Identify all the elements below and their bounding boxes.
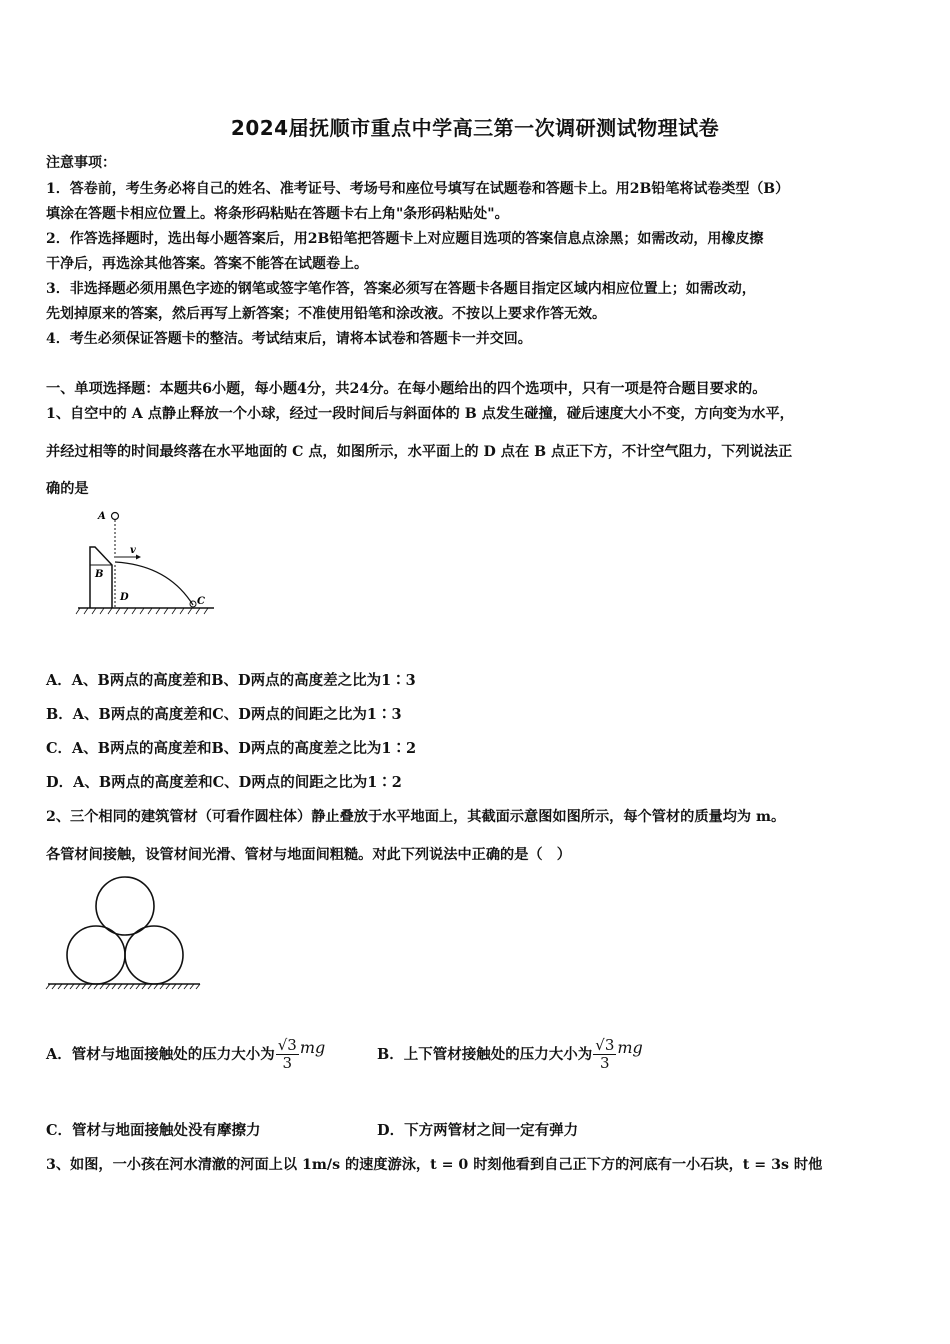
figure-label-b: B bbox=[95, 569, 104, 580]
question-2-option-c[interactable]: C．管材与地面接触处没有摩擦力 bbox=[46, 1122, 261, 1139]
notice-line: 干净后，再选涂其他答案。答案不能答在试题卷上。 bbox=[46, 256, 368, 272]
figure-label-a: A bbox=[98, 511, 106, 522]
fraction-sqrt3-over-3: $\frac{√3}{3}$ bbox=[595, 1036, 615, 1073]
question-1-option-c[interactable]: C．A、B两点的高度差和B、D两点的高度差之比为1∶2 bbox=[46, 740, 417, 757]
question-1-stem: 并经过相等的时间最终落在水平地面的 C 点，如图所示，水平面上的 D 点在 B 点正下方，不计空气阻力，下列说法正 bbox=[46, 444, 793, 460]
notice-line: 填涂在答题卡相应位置上。将条形码粘贴在答题卡右上角"条形码粘贴处"。 bbox=[46, 206, 509, 222]
notice-line: 2．作答选择题时，选出每小题答案后，用2B铅笔把答题卡上对应题目选项的答案信息点涂黑；如需改动，用橡皮擦 bbox=[46, 231, 764, 247]
figure-label-d: D bbox=[120, 592, 129, 603]
figure-label-c: C bbox=[197, 596, 205, 607]
question-2-option-b[interactable]: B．上下管材接触处的压力大小为 $\frac{√3}{3}$ mg bbox=[377, 1036, 643, 1073]
section-heading: 一、单项选择题：本题共6小题，每小题4分，共24分。在每小题给出的四个选项中，只有一项是符合题目要求的。 bbox=[46, 381, 767, 397]
question-3-stem: 3、如图，一小孩在河水清澈的河面上以 1m/s 的速度游泳，t = 0 时刻他看到自己正下方的河底有一小石块，t = 3s 时他 bbox=[46, 1157, 823, 1173]
question-1-option-b[interactable]: B．A、B两点的高度差和C、D两点的间距之比为1∶3 bbox=[46, 706, 402, 723]
notice-heading: 注意事项： bbox=[46, 155, 116, 171]
question-1-figure bbox=[78, 505, 218, 625]
option-a-text: A．管材与地面接触处的压力大小为 bbox=[46, 1045, 275, 1063]
page-title: 2024届抚顺市重点中学高三第一次调研测试物理试卷 bbox=[230, 116, 720, 140]
question-2-stem: 2、三个相同的建筑管材（可看作圆柱体）静止叠放于水平地面上，其截面示意图如图所示，每个管材的质量均为 m。 bbox=[46, 809, 786, 825]
question-1-stem: 1、自空中的 A 点静止释放一个小球，经过一段时间后与斜面体的 B 点发生碰撞，碰后速度大小不变，方向变为水平， bbox=[46, 406, 794, 422]
question-2-option-d[interactable]: D．下方两管材之间一定有弹力 bbox=[377, 1122, 579, 1139]
option-b-text: B．上下管材接触处的压力大小为 bbox=[377, 1045, 593, 1063]
question-1-stem: 确的是 bbox=[46, 481, 89, 497]
question-2-option-a[interactable]: A．管材与地面接触处的压力大小为 $\frac{√3}{3}$ mg bbox=[46, 1036, 326, 1073]
question-1-option-d[interactable]: D．A、B两点的高度差和C、D两点的间距之比为1∶2 bbox=[46, 774, 402, 791]
fraction-sqrt3-over-3: $\frac{√3}{3}$ bbox=[277, 1036, 297, 1073]
notice-line: 1．答卷前，考生务必将自己的姓名、准考证号、考场号和座位号填写在试题卷和答题卡上。用2B铅笔将试卷类型（B） bbox=[46, 181, 790, 197]
question-2-figure bbox=[46, 875, 206, 990]
question-1-option-a[interactable]: A．A、B两点的高度差和B、D两点的高度差之比为1∶3 bbox=[46, 672, 416, 689]
question-2-stem: 各管材间接触，设管材间光滑、管材与地面间粗糙。对此下列说法中正确的是（ ） bbox=[46, 847, 571, 863]
notice-line: 先划掉原来的答案，然后再写上新答案；不准使用铅笔和涂改液。不按以上要求作答无效。 bbox=[46, 306, 606, 322]
figure-label-v: v bbox=[130, 545, 136, 556]
notice-line: 3．非选择题必须用黑色字迹的钢笔或签字笔作答，答案必须写在答题卡各题目指定区域内相应位置上；如需改动， bbox=[46, 281, 756, 297]
notice-line: 4．考生必须保证答题卡的整洁。考试结束后，请将本试卷和答题卡一并交回。 bbox=[46, 331, 532, 347]
